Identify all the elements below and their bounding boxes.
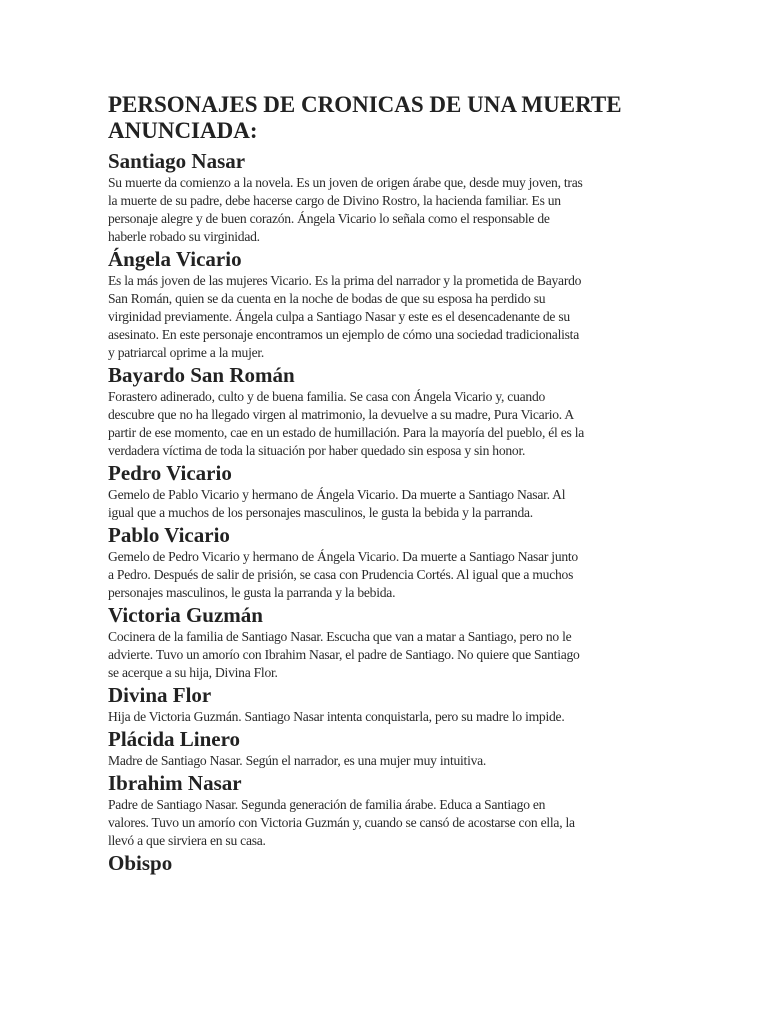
character-description-line: Gemelo de Pablo Vicario y hermano de Ángela Vicario. Da muerte a Santiago Nasar. Al [108, 487, 566, 502]
character-description-line: y patriarcal oprime a la mujer. [108, 345, 265, 360]
character-description-line: San Román, quien se da cuenta en la noche de bodas de que su esposa ha perdido su [108, 291, 546, 306]
character-description-line: asesinato. En este personaje encontramos un ejemplo de cómo una sociedad tradicionalista [108, 327, 579, 342]
document-title [108, 92, 708, 144]
character-description-line: Su muerte da comienzo a la novela. Es un joven de origen árabe que, desde muy joven, tras [108, 175, 583, 190]
character-description-line: Hija de Victoria Guzmán. Santiago Nasar intenta conquistarla, pero su madre lo impide. [108, 709, 565, 724]
character-description-line: igual que a muchos de los personajes masculinos, le gusta la bebida y la parranda. [108, 505, 533, 520]
character-description-line: verdadera víctima de toda la situación por haber quedado sin esposa y sin honor. [108, 443, 526, 458]
character-heading: Bayardo San Román [108, 363, 295, 387]
character-description-line: descubre que no ha llegado virgen al matrimonio, la devuelve a su madre, Pura Vicario. A [108, 407, 574, 422]
character-description-line: partir de ese momento, cae en un estado de humillación. Para la mayoría del pueblo, él es la [108, 425, 585, 440]
character-description-line: haberle robado su virginidad. [108, 229, 260, 244]
character-description-line: Padre de Santiago Nasar. Segunda generación de familia árabe. Educa a Santiago en [108, 797, 546, 812]
character-description-line: Es la más joven de las mujeres Vicario. Es la prima del narrador y la prometida de Bayardo [108, 273, 582, 288]
character-description-line: Cocinera de la familia de Santiago Nasar. Escucha que van a matar a Santiago, pero no le [108, 629, 572, 644]
character-heading: Pedro Vicario [108, 461, 232, 485]
character-heading: Obispo [108, 851, 173, 875]
character-section [108, 460, 708, 522]
character-section [108, 148, 708, 246]
character-description-line: advierte. Tuvo un amorío con Ibrahim Nasar, el padre de Santiago. No quiere que Santiago [108, 647, 580, 662]
character-section [108, 770, 708, 850]
character-heading: Divina Flor [108, 683, 212, 707]
character-description-line: llevó a que sirviera en su casa. [108, 833, 266, 848]
character-description-line: se acerque a su hija, Divina Flor. [108, 665, 278, 680]
title-line: PERSONAJES DE CRONICAS DE UNA MUERTE [108, 92, 622, 117]
character-heading: Ibrahim Nasar [108, 771, 242, 795]
character-section [108, 362, 708, 460]
character-description-line: personaje alegre y de buen corazón. Ángela Vicario lo señala como el responsable de [108, 211, 550, 226]
character-heading: Plácida Linero [108, 727, 241, 751]
character-description-line: Gemelo de Pedro Vicario y hermano de Ángela Vicario. Da muerte a Santiago Nasar junto [108, 549, 578, 564]
character-description-line: personajes masculinos, le gusta la parranda y la bebida. [108, 585, 396, 600]
character-section [108, 682, 708, 726]
character-description-line: a Pedro. Después de salir de prisión, se casa con Prudencia Cortés. Al igual que a muchos [108, 567, 574, 582]
character-heading: Ángela Vicario [108, 247, 242, 271]
character-description-line: valores. Tuvo un amorío con Victoria Guzmán y, cuando se cansó de acostarse con ella, la [108, 815, 575, 830]
character-section [108, 246, 708, 362]
character-description-line: Madre de Santiago Nasar. Según el narrador, es una mujer muy intuitiva. [108, 753, 487, 768]
character-heading: Santiago Nasar [108, 149, 246, 173]
character-description-line: virginidad previamente. Ángela culpa a Santiago Nasar y este es el desencadenante de su [108, 309, 570, 324]
character-section [108, 522, 708, 602]
document-page [108, 92, 708, 876]
character-description-line: la muerte de su padre, debe hacerse cargo de Divino Rostro, la hacienda familiar. Es un [108, 193, 561, 208]
character-heading: Pablo Vicario [108, 523, 230, 547]
character-section [108, 850, 708, 876]
character-section [108, 726, 708, 770]
character-description-line: Forastero adinerado, culto y de buena familia. Se casa con Ángela Vicario y, cuando [108, 389, 546, 404]
title-line: ANUNCIADA: [108, 118, 258, 143]
character-sections [108, 148, 708, 876]
character-heading: Victoria Guzmán [108, 603, 263, 627]
character-section [108, 602, 708, 682]
